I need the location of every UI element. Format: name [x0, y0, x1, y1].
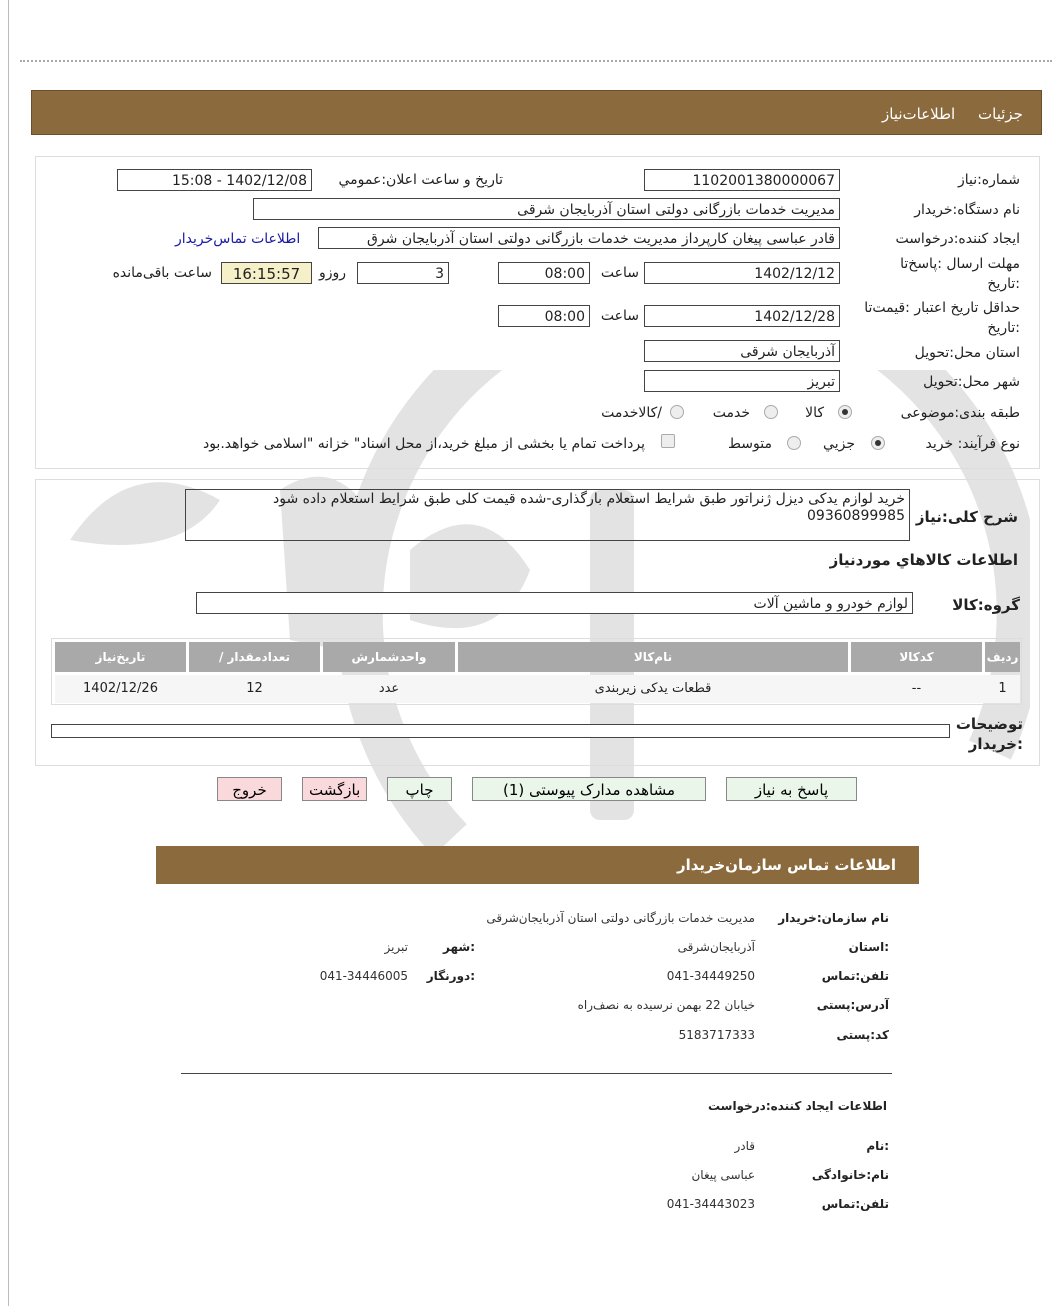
contact-province-value: آذربایجان‌شرقی [677, 940, 755, 954]
contact-phone-label: تلفن:تماس [821, 969, 889, 983]
announce-label: تاریخ و ساعت اعلان:عمومي [338, 172, 503, 188]
col-name-header: نام‌کالا [458, 642, 848, 672]
contact-province-label: :استان [848, 940, 889, 954]
creator-phone-value: 041-34443023 [666, 1197, 755, 1211]
creator-last-name-value: عباسی پیغان [691, 1168, 755, 1182]
province-field: آذربایجان شرقی [644, 340, 840, 362]
reply-time-field: 08:00 [498, 262, 590, 284]
contact-fax-label: :دورنگار [426, 969, 475, 983]
contact-postal-value: 5183717333 [678, 1028, 755, 1042]
contact-postal-label: کد:پستی [836, 1028, 889, 1042]
announce-field: 1402/12/08 - 15:08 [117, 169, 312, 191]
col-row-header: ردیف [985, 642, 1020, 672]
category-service-label: خدمت [712, 405, 750, 421]
city-label: شهر محل:تحویل [923, 374, 1020, 390]
tab-need-info[interactable]: اطلاعات‌نیاز [882, 105, 956, 123]
creator-phone-label: تلفن:تماس [821, 1197, 889, 1211]
cell-name: قطعات یدکی زیربندی [594, 681, 712, 696]
col-qty-header: / تعدادمقدار [189, 642, 320, 672]
validity-label-2: :تاریخ [987, 320, 1020, 336]
col-date-header: تاریخ‌نیاز [55, 642, 186, 672]
process-medium-label: متوسط [728, 436, 772, 452]
buyer-notes-field [51, 724, 950, 738]
goods-section-title: اطلاعات کالاهاي موردنیاز [829, 551, 1018, 569]
reply-deadline-label: مهلت ارسال :پاسخ‌تا [900, 256, 1020, 272]
process-minor-radio[interactable] [871, 436, 885, 450]
reply-button[interactable]: پاسخ به نیاز [726, 777, 857, 801]
contact-address-label: آدرس:پستی [816, 998, 889, 1012]
province-label: استان محل:تحویل [914, 345, 1020, 361]
cell-date: 1402/12/26 [83, 681, 158, 696]
buyer-notes-label: توضیحات [955, 715, 1023, 733]
creator-label: ایجاد کننده:درخواست [895, 231, 1020, 247]
top-dotted-rule [20, 60, 1052, 62]
need-number-field: 1102001380000067 [644, 169, 840, 191]
description-box [185, 489, 910, 541]
description-text: خرید لوازم یدکی دیزل ژنراتور طبق شرایط استعلام بارگذاری-شده قیمت کلی طبق شرایط استعلام داده شود [273, 491, 905, 507]
description-phone: 09360899985 [807, 508, 905, 524]
contact-divider [181, 1073, 892, 1074]
treasury-checkbox[interactable] [661, 434, 675, 448]
reply-deadline-label-2: :تاریخ [987, 276, 1020, 292]
left-vertical-rule [8, 0, 9, 1306]
view-attachments-button[interactable]: مشاهده مدارک پیوستی (1) [472, 777, 706, 801]
day-label: روزو [318, 265, 346, 281]
validity-time-label: ساعت [600, 308, 639, 324]
buyer-org-field: مدیریت خدمات بازرگانی دولتی استان آذربایجان شرقی [253, 198, 840, 220]
creator-last-name-label: نام:خانوادگی [811, 1168, 889, 1182]
validity-date-field: 1402/12/28 [644, 305, 840, 327]
contact-org-value: مدیریت خدمات بازرگانی دولتی استان آذربایجان‌شرقی [486, 911, 755, 925]
cell-qty: 12 [246, 681, 263, 696]
category-label: طبقه بندی:موضوعی [900, 405, 1020, 421]
tab-details[interactable]: جزئیات [978, 105, 1023, 123]
cell-code: -- [911, 681, 922, 696]
city-field: تبریز [644, 370, 840, 392]
contact-title: اطلاعات تماس سازمان‌خریدار [676, 856, 896, 874]
remaining-time-field: 16:15:57 [221, 262, 312, 284]
treasury-note: پرداخت تمام یا بخشی از مبلغ خرید،از محل اسناد" خزانه "اسلامی خواهد.بود [202, 436, 645, 452]
back-button[interactable]: بازگشت [302, 777, 367, 801]
category-goods-radio[interactable] [838, 405, 852, 419]
buyer-org-label: نام دستگاه:خریدار [914, 202, 1020, 218]
contact-address-value: خیابان 22 بهمن نرسیده به نصف‌راه [577, 998, 755, 1012]
goods-group-field: لوازم خودرو و ماشین آلات [196, 592, 913, 614]
category-service-radio[interactable] [764, 405, 778, 419]
exit-button[interactable]: خروج [217, 777, 282, 801]
reply-date-field: 1402/12/12 [644, 262, 840, 284]
validity-label: حداقل تاریخ اعتبار :قیمت‌تا [864, 300, 1020, 316]
process-medium-radio[interactable] [787, 436, 801, 450]
creator-info-title: اطلاعات ایجاد کننده:درخواست [707, 1099, 887, 1113]
buyer-notes-label-2: :خریدار [968, 735, 1023, 753]
contact-phone-value: 041-34449250 [666, 969, 755, 983]
process-minor-label: جزیي [823, 436, 855, 452]
validity-time-field: 08:00 [498, 305, 590, 327]
creator-first-name-value: قادر [734, 1139, 755, 1153]
buyer-contact-link[interactable]: اطلاعات تماس‌خریدار [175, 231, 301, 247]
cell-unit: عدد [378, 681, 400, 696]
creator-field: قادر عباسی پیغان کارپرداز مدیریت خدمات بازرگانی دولتی استان آذربایجان شرق [318, 227, 840, 249]
category-both-radio[interactable] [670, 405, 684, 419]
need-number-label: شماره:نیاز [957, 172, 1020, 188]
remaining-time-label: ساعت باقی‌مانده [112, 265, 212, 281]
col-unit-header: واحدشمارش [323, 642, 455, 672]
print-button[interactable]: چاپ [387, 777, 452, 801]
category-both-label: /کالاخدمت [601, 405, 662, 421]
reply-time-label: ساعت [600, 265, 639, 281]
contact-org-label: نام سازمان:خریدار [778, 911, 889, 925]
cell-row: 1 [998, 681, 1007, 696]
contact-fax-value: 041-34446005 [319, 969, 408, 983]
goods-group-label: گروه:کالا [952, 596, 1020, 614]
contact-city-label: :شهر [443, 940, 475, 954]
col-code-header: کدکالا [851, 642, 982, 672]
description-label: شرح کلی:نیاز [915, 508, 1018, 526]
category-goods-label: کالا [805, 405, 824, 421]
days-remaining-field: 3 [357, 262, 449, 284]
contact-city-value: تبریز [384, 940, 408, 954]
process-type-label: نوع فرآیند: خرید [925, 436, 1020, 452]
creator-first-name-label: :نام [866, 1139, 889, 1153]
